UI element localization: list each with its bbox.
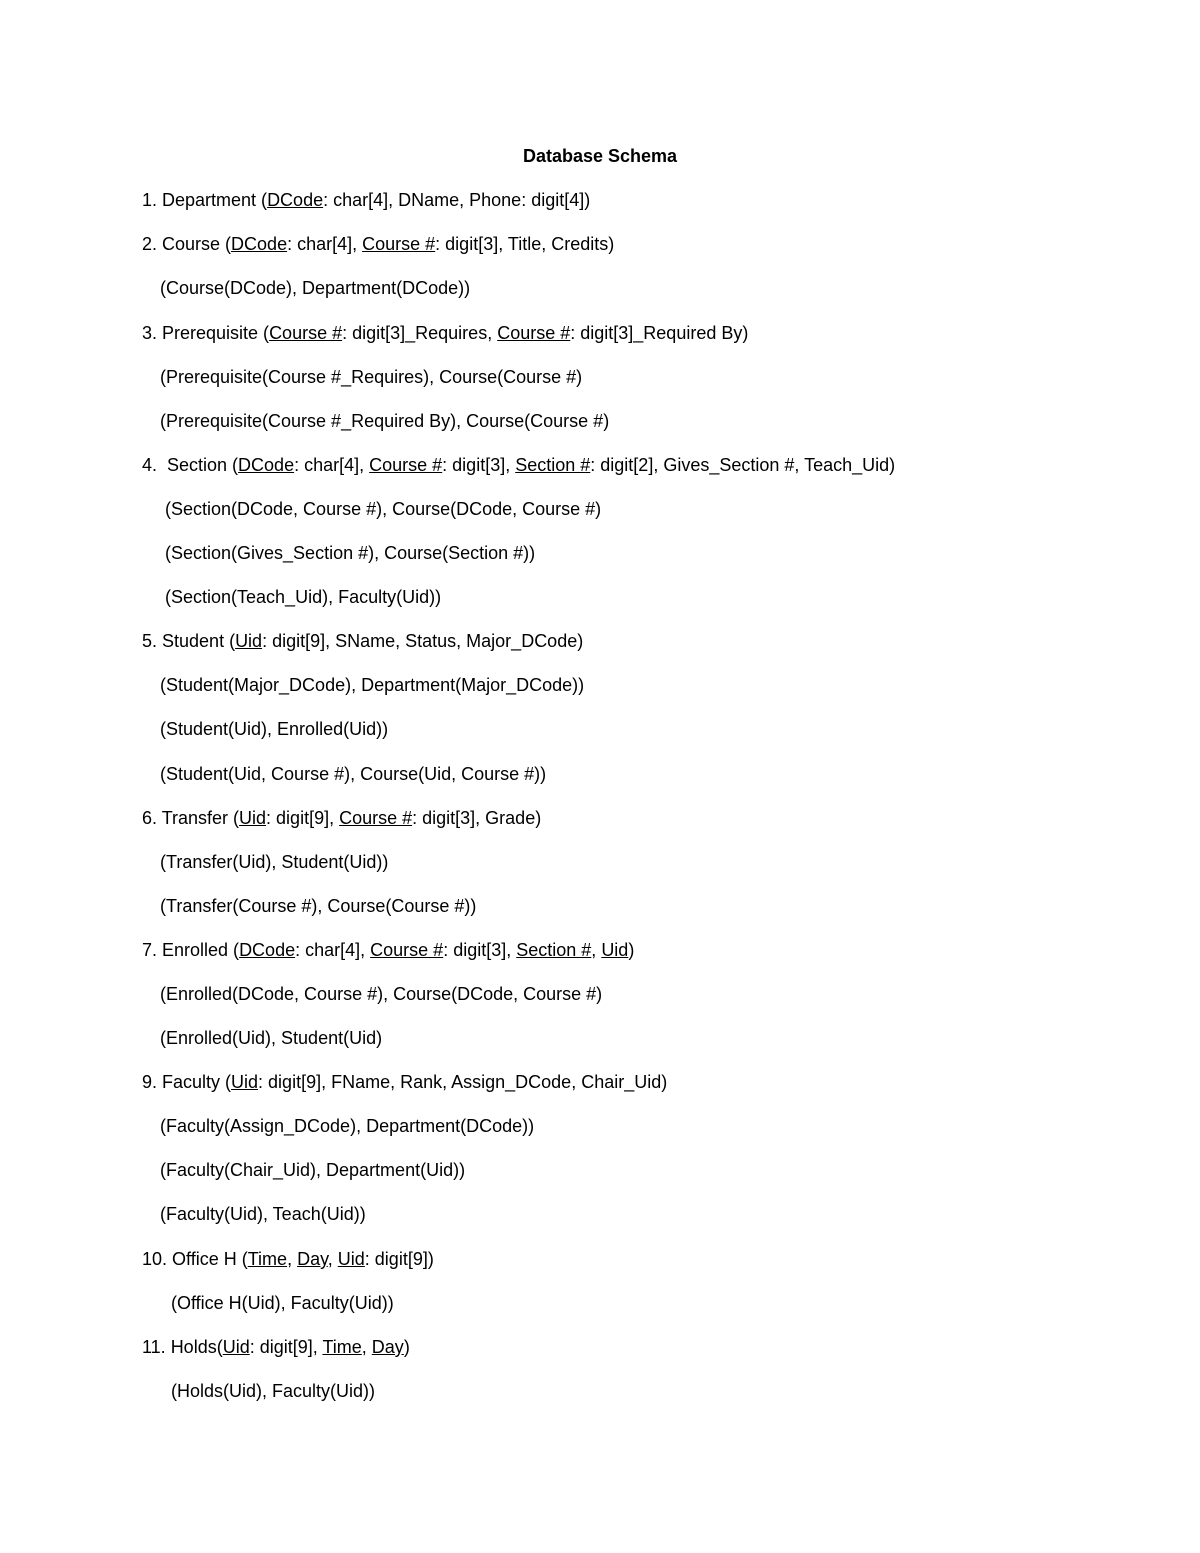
schema-line <box>142 1247 434 1271</box>
schema-text: : digit[9], <box>249 1337 323 1357</box>
key-attribute: DCode <box>239 940 296 960</box>
schema-text: (Student(Major_DCode), Department(Major_DCode)) <box>160 675 585 695</box>
schema-text: : char[4], <box>295 940 371 960</box>
schema-text: : char[4], <box>294 455 370 475</box>
schema-text: 2. Course ( <box>142 234 232 254</box>
key-attribute: Course # <box>339 808 413 828</box>
key-attribute: Course # <box>497 323 571 343</box>
schema-line <box>165 497 601 521</box>
schema-text: , <box>361 1337 372 1357</box>
schema-line <box>142 806 541 830</box>
schema-text: : digit[2], Gives_Section #, Teach_Uid) <box>590 455 896 475</box>
key-attribute: Course # <box>370 940 444 960</box>
schema-line <box>142 321 748 345</box>
key-attribute: DCode <box>231 234 288 254</box>
schema-text: , <box>591 940 602 960</box>
schema-text: : digit[3], Grade) <box>412 808 542 828</box>
schema-line <box>160 1202 366 1226</box>
key-attribute: Section # <box>515 455 591 475</box>
schema-text: ) <box>628 940 635 960</box>
schema-text: (Enrolled(DCode, Course #), Course(DCode, Course #) <box>160 984 603 1004</box>
schema-text: : char[4], DName, Phone: digit[4]) <box>323 190 591 210</box>
schema-text: : digit[9], <box>266 808 340 828</box>
schema-line <box>160 409 609 433</box>
key-attribute: Uid <box>337 1249 365 1269</box>
schema-text: (Prerequisite(Course #_Requires), Course(Course #) <box>160 367 583 387</box>
key-attribute: Course # <box>269 323 343 343</box>
schema-text: (Faculty(Uid), Teach(Uid)) <box>160 1204 366 1224</box>
schema-text: 11. Holds( <box>142 1337 223 1357</box>
schema-line <box>160 673 584 697</box>
schema-line <box>160 365 582 389</box>
schema-text: (Section(Teach_Uid), Faculty(Uid)) <box>165 587 442 607</box>
key-attribute: DCode <box>238 455 295 475</box>
schema-text: (Faculty(Assign_DCode), Department(DCode)) <box>160 1116 535 1136</box>
key-attribute: Day <box>371 1337 404 1357</box>
schema-text: (Transfer(Course #), Course(Course #)) <box>160 896 477 916</box>
schema-line <box>171 1379 375 1403</box>
schema-text: (Student(Uid), Enrolled(Uid)) <box>160 719 389 739</box>
schema-text: 9. Faculty ( <box>142 1072 232 1092</box>
schema-line <box>160 762 546 786</box>
schema-text: 7. Enrolled ( <box>142 940 240 960</box>
schema-line <box>142 938 634 962</box>
schema-line <box>142 188 590 212</box>
schema-line <box>160 1026 382 1050</box>
schema-text: (Faculty(Chair_Uid), Department(Uid)) <box>160 1160 466 1180</box>
key-attribute: Course # <box>362 234 436 254</box>
schema-line <box>160 1158 465 1182</box>
schema-line <box>160 982 602 1006</box>
schema-text: (Holds(Uid), Faculty(Uid)) <box>171 1381 376 1401</box>
schema-line <box>165 585 441 609</box>
schema-text: : char[4], <box>287 234 363 254</box>
schema-text: : digit[3], <box>442 455 516 475</box>
key-attribute: DCode <box>267 190 324 210</box>
schema-line <box>142 629 583 653</box>
schema-text: : digit[3]_Required By) <box>570 323 749 343</box>
schema-text: : digit[9], SName, Status, Major_DCode) <box>262 631 584 651</box>
schema-text: (Enrolled(Uid), Student(Uid) <box>160 1028 383 1048</box>
key-attribute: Uid <box>239 808 267 828</box>
schema-text: (Section(DCode, Course #), Course(DCode, Course #) <box>165 499 602 519</box>
schema-line <box>171 1291 394 1315</box>
schema-text: 4. Section ( <box>142 455 239 475</box>
key-attribute: Uid <box>231 1072 259 1092</box>
schema-line <box>160 276 470 300</box>
schema-line <box>142 453 895 477</box>
key-attribute: Section # <box>516 940 592 960</box>
schema-text: 3. Prerequisite ( <box>142 323 270 343</box>
schema-text: : digit[3], <box>443 940 517 960</box>
key-attribute: Uid <box>222 1337 250 1357</box>
key-attribute: Day <box>297 1249 328 1269</box>
schema-line <box>160 1114 534 1138</box>
schema-text: : digit[9], FName, Rank, Assign_DCode, Chair_Uid) <box>258 1072 668 1092</box>
schema-line <box>142 1335 410 1359</box>
schema-line <box>142 1070 667 1094</box>
schema-text: ) <box>403 1337 410 1357</box>
schema-text: (Course(DCode), Department(DCode)) <box>160 278 471 298</box>
document-title: Database Schema <box>522 146 678 166</box>
schema-line <box>142 232 614 256</box>
schema-text: (Section(Gives_Section #), Course(Section #)) <box>165 543 536 563</box>
schema-text: (Prerequisite(Course #_Required By), Course(Course #) <box>160 411 610 431</box>
schema-text: , <box>327 1249 338 1269</box>
key-attribute: Course # <box>369 455 443 475</box>
schema-text: 1. Department ( <box>142 190 268 210</box>
key-attribute: Uid <box>601 940 629 960</box>
schema-text: : digit[3]_Requires, <box>342 323 498 343</box>
schema-line <box>160 717 388 741</box>
schema-text: 10. Office H ( <box>142 1249 248 1269</box>
key-attribute: Time <box>322 1337 362 1357</box>
key-attribute: Time <box>247 1249 288 1269</box>
schema-text: : digit[9]) <box>364 1249 434 1269</box>
schema-text: 6. Transfer ( <box>142 808 240 828</box>
schema-text: (Student(Uid, Course #), Course(Uid, Course #)) <box>160 764 547 784</box>
schema-line <box>160 894 476 918</box>
schema-line <box>165 541 535 565</box>
key-attribute: Uid <box>235 631 263 651</box>
schema-line <box>160 850 388 874</box>
schema-text: (Office H(Uid), Faculty(Uid)) <box>171 1293 394 1313</box>
schema-text: : digit[3], Title, Credits) <box>435 234 615 254</box>
schema-text: 5. Student ( <box>142 631 236 651</box>
schema-text: (Transfer(Uid), Student(Uid)) <box>160 852 389 872</box>
schema-text: , <box>287 1249 298 1269</box>
